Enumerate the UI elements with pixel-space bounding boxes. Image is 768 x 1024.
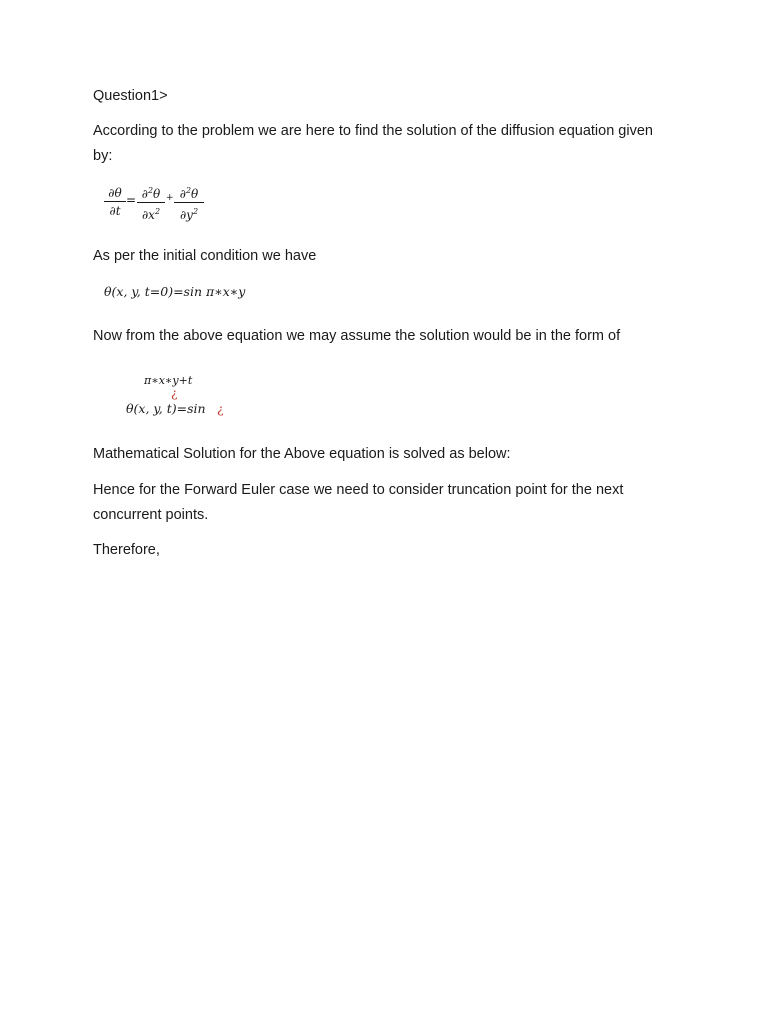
lhs-numerator: ∂θ [108,186,122,200]
partial-symbol: ∂ [141,187,148,201]
partial-y: ∂y [179,208,193,222]
solution-main-expression: θ(x, y, t)=sin [126,401,206,416]
exponent: 2 [147,186,154,195]
solution-paragraph: Mathematical Solution for the Above equation is solved as below: [93,446,511,462]
fraction-bar [174,202,204,203]
plus-sign: + [166,193,174,203]
intro-paragraph: According to the problem we are here to find the solution of the diffusion equation given by: [93,123,653,164]
y-term-fraction [174,184,204,222]
exponent: 2 [185,186,192,195]
theta-symbol: θ [153,187,161,201]
initial-condition-paragraph: As per the initial condition we have [93,248,317,264]
fraction-bar [137,202,165,203]
y-term-numerator [174,184,204,201]
equals-sign: = [126,193,137,207]
y-term-denominator [174,205,204,222]
partial-x: ∂x [141,208,155,222]
unknown-char-trailing: ¿ [217,401,224,416]
initial-condition-equation: θ(x, y, t=0)=sin π∗x∗y [104,284,246,299]
theta-symbol: θ [191,187,199,201]
x-term-numerator [137,184,165,201]
x-term-denominator [137,205,165,222]
fraction-bar [104,201,126,202]
lhs-denominator: ∂t [109,204,121,218]
question-heading: Question1> [93,88,168,104]
partial-symbol: ∂ [179,187,186,201]
therefore-paragraph: Therefore, [93,542,160,558]
assume-paragraph: Now from the above equation we may assume the solution would be in the form of [93,328,621,344]
euler-paragraph: Hence for the Forward Euler case we need to consider truncation point for the next concurrent points. [93,482,624,523]
unknown-char-marker: ¿ [171,386,178,400]
exponent: 2 [154,207,161,216]
x-term-fraction [137,184,165,222]
lhs-fraction [104,186,126,218]
exponent: 2 [192,207,199,216]
exponent-expression: π∗x∗y+t [144,374,193,387]
